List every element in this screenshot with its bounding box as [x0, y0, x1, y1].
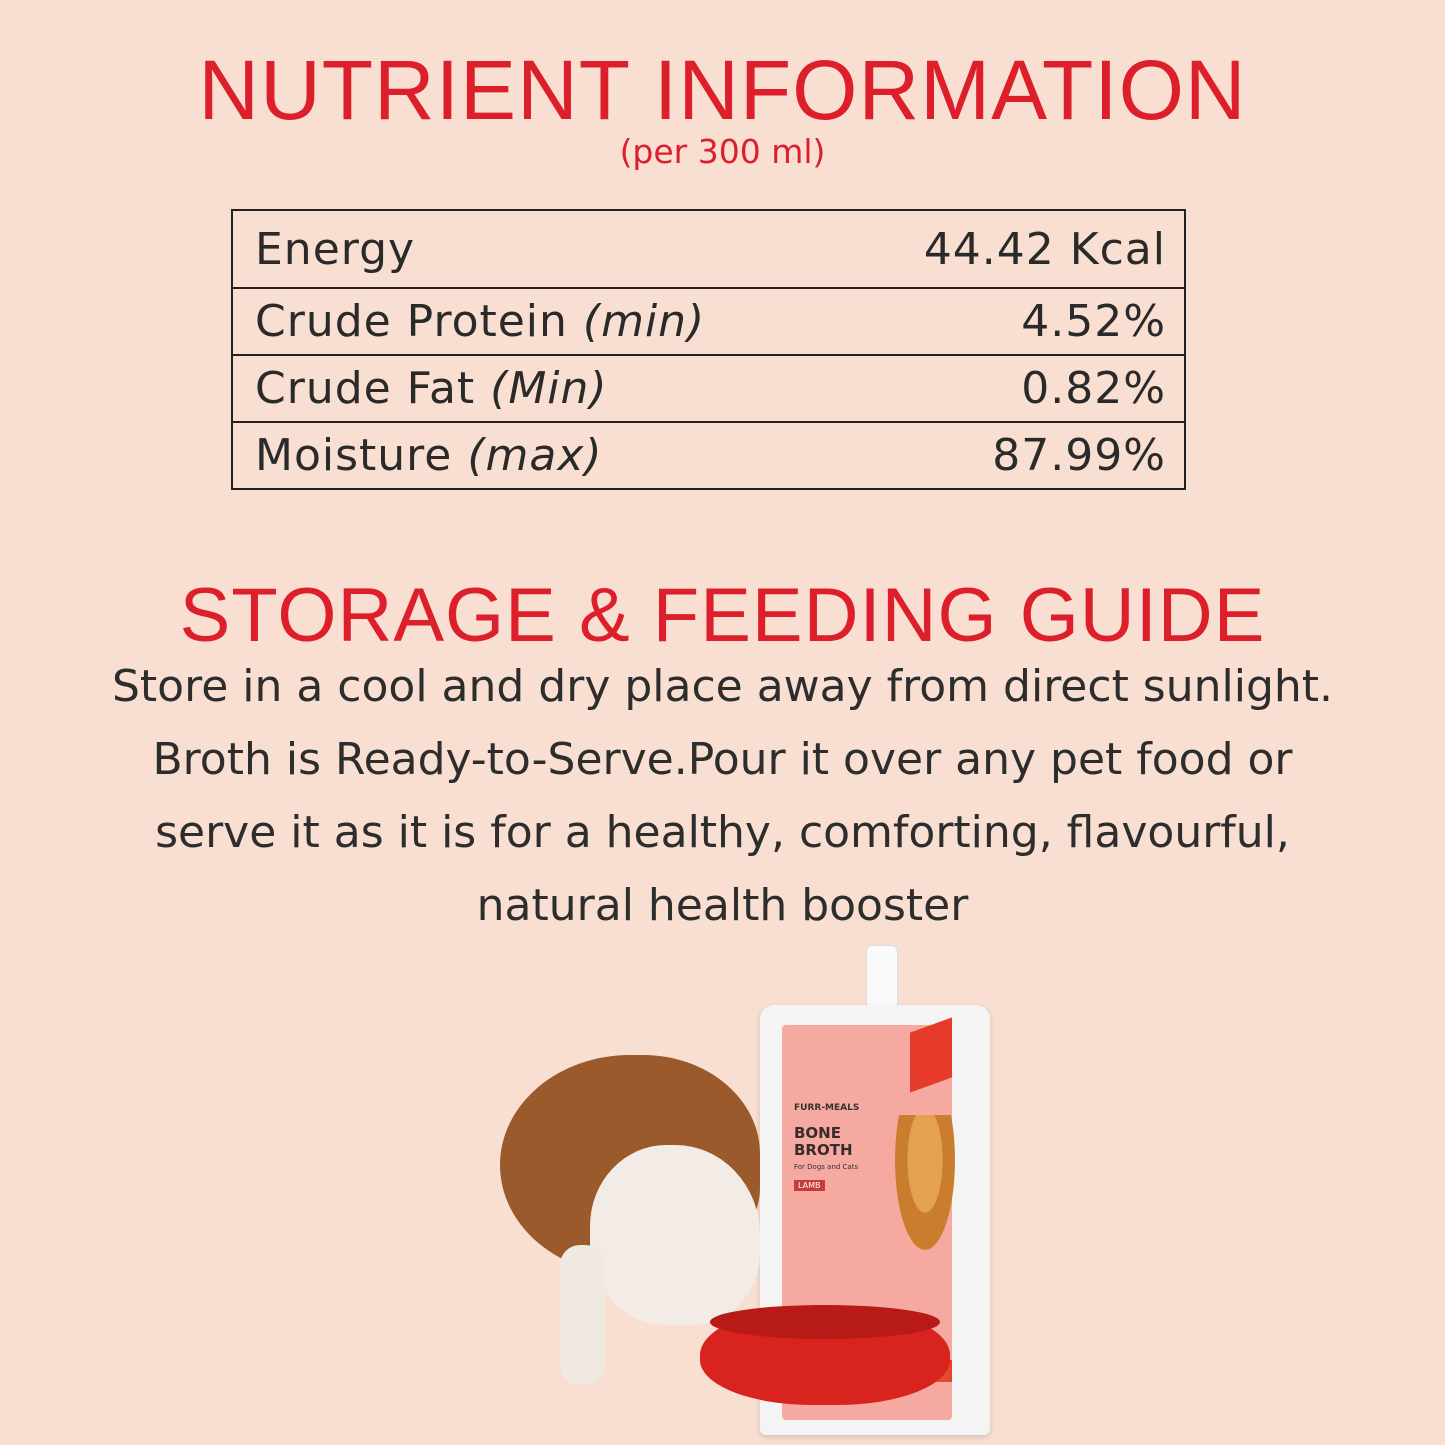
nutrient-title: NUTRIENT INFORMATION	[198, 43, 1247, 137]
brand-logo: FURR-MEALS	[794, 1103, 860, 1113]
puppy-chest	[590, 1145, 760, 1325]
nutrient-value: 44.42 Kcal	[923, 223, 1166, 275]
table-row	[233, 354, 1184, 421]
food-bowl-rim	[710, 1305, 940, 1339]
nutrient-label: Moisture (max)	[255, 430, 603, 481]
table-row	[233, 211, 1184, 287]
nutrient-label: Crude Protein (min)	[255, 296, 706, 347]
dog-image	[890, 1115, 960, 1265]
flavor-badge: LAMB	[794, 1180, 825, 1191]
puppy-leg	[560, 1245, 605, 1385]
product-for: For Dogs and Cats	[794, 1163, 859, 1171]
nutrient-value: 4.52%	[1021, 296, 1166, 347]
table-row	[233, 287, 1184, 354]
guide-line: Broth is Ready-to-Serve.Pour it over any pet food or	[152, 734, 1293, 785]
guide-text	[40, 650, 1405, 942]
nutrient-value: 0.82%	[1021, 363, 1166, 414]
nutrient-subtitle: (per 300 ml)	[619, 132, 826, 171]
nutrient-value: 87.99%	[992, 430, 1166, 481]
guide-title: STORAGE & FEEDING GUIDE	[179, 573, 1266, 658]
guide-line: natural health booster	[476, 880, 969, 931]
nutrient-label: Crude Fat (Min)	[255, 363, 608, 414]
guide-line: Store in a cool and dry place away from direct sunlight.	[111, 661, 1334, 712]
nutrient-table	[231, 209, 1186, 490]
product-name: BONE BROTH	[794, 1124, 853, 1159]
table-row	[233, 421, 1184, 488]
guide-line: serve it as it is for a healthy, comforting, flavourful,	[155, 807, 1290, 858]
nutrient-label: Energy	[255, 223, 416, 275]
product-illustration	[470, 945, 990, 1435]
